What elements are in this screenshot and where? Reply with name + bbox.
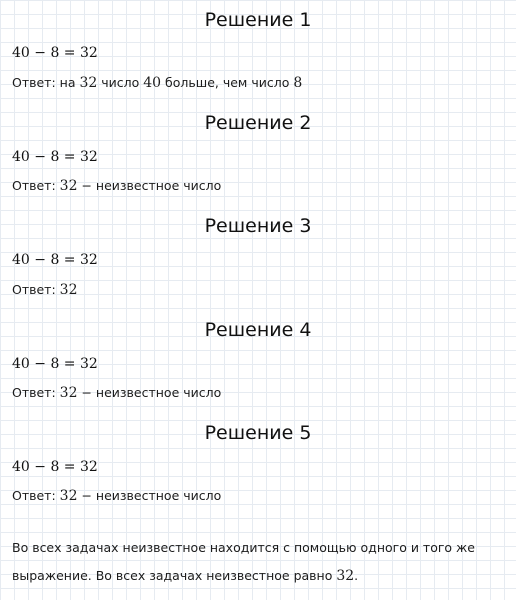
solution-5-heading: Решение 5 — [204, 422, 312, 444]
answer-text: − неизвестное число — [77, 488, 222, 503]
conclusion-line-1: Во всех задачах неизвестное находится с помощью одного и того же — [12, 540, 475, 555]
answer-number: 32 — [59, 385, 78, 401]
solution-3-answer — [12, 281, 77, 299]
answer-label: Ответ: — [12, 385, 60, 400]
solution-1-answer — [12, 74, 302, 92]
answer-text: − неизвестное число — [77, 178, 222, 193]
answer-number: 32 — [79, 75, 98, 91]
solution-4-expression: 40 − 8 = 32 — [12, 356, 98, 372]
answer-text: − неизвестное число — [77, 385, 222, 400]
conclusion-line-2 — [12, 567, 508, 585]
solution-2-expression: 40 − 8 = 32 — [12, 149, 98, 165]
solution-4-heading: Решение 4 — [204, 319, 312, 341]
answer-label: Ответ: — [12, 282, 60, 297]
solution-1-expression: 40 − 8 = 32 — [12, 45, 98, 61]
answer-number: 40 — [143, 75, 162, 91]
conclusion-number: 32 — [336, 568, 355, 584]
answer-number: 32 — [59, 282, 78, 298]
conclusion-text: выражение. Во всех задачах неизвестное равно — [12, 568, 337, 583]
answer-text: больше, чем число — [161, 75, 294, 90]
solution-1-heading: Решение 1 — [204, 9, 312, 31]
answer-label: Ответ: — [12, 178, 60, 193]
conclusion-period: . — [354, 568, 359, 583]
answer-label: Ответ: — [12, 488, 60, 503]
answer-text: число — [97, 75, 144, 90]
solution-3-heading: Решение 3 — [204, 215, 312, 237]
solution-5-answer — [12, 487, 221, 505]
answer-number: 32 — [59, 488, 78, 504]
answer-label: Ответ: на — [12, 75, 80, 90]
solution-2-answer — [12, 177, 221, 195]
solution-5-expression: 40 − 8 = 32 — [12, 459, 98, 475]
solution-3-expression: 40 − 8 = 32 — [12, 252, 98, 268]
solution-2-heading: Решение 2 — [204, 112, 312, 134]
answer-number: 8 — [293, 75, 303, 91]
solution-4-answer — [12, 384, 221, 402]
answer-number: 32 — [59, 178, 78, 194]
